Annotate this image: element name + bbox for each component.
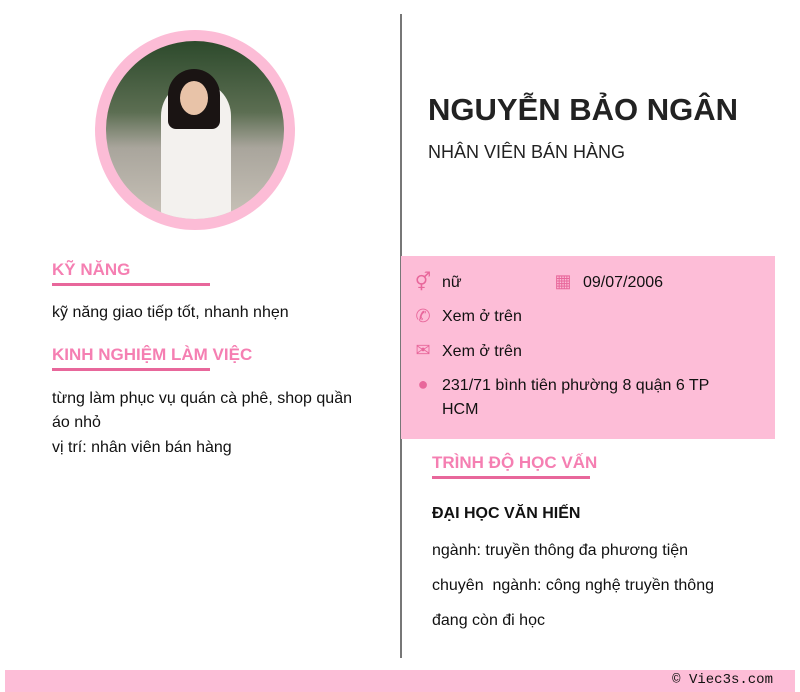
education-underline <box>432 476 590 479</box>
email: Xem ở trên <box>442 343 522 360</box>
footer <box>5 670 795 692</box>
gender: nữ <box>442 274 462 291</box>
contact-panel <box>401 256 775 439</box>
address: 231/71 bình tiên phường 8 quận 6 TP HCM <box>442 377 710 418</box>
location-icon: ● <box>417 374 429 394</box>
birthday: 09/07/2006 <box>583 274 664 291</box>
experience-line2: vị trí: nhân viên bán hàng <box>52 439 232 456</box>
gender-icon: ⚥ <box>414 272 432 292</box>
experience-title: KINH NGHIỆM LÀM VIỆC <box>52 345 253 364</box>
skills-underline <box>52 283 210 286</box>
experience-underline <box>52 368 210 371</box>
skills-text: kỹ năng giao tiếp tốt, nhanh nhẹn <box>52 304 289 321</box>
avatar <box>95 30 295 230</box>
phone-icon: ✆ <box>415 306 431 326</box>
position-title: NHÂN VIÊN BÁN HÀNG <box>428 142 626 162</box>
email-icon: ✉ <box>415 340 431 360</box>
study-status: đang còn đi học <box>432 612 545 629</box>
major: ngành: truyền thông đa phương tiện <box>432 542 689 559</box>
specialty: chuyên ngành: công nghệ truyền thông <box>432 577 714 594</box>
footer-credit: © Viec3s.com <box>672 672 773 688</box>
experience-line1: từng làm phục vụ quán cà phê, shop quần áo nhỏ <box>52 390 352 431</box>
calendar-icon: ▦ <box>554 271 572 291</box>
phone: Xem ở trên <box>442 308 522 325</box>
skills-title: KỸ NĂNG <box>52 260 131 279</box>
candidate-name: NGUYỄN BẢO NGÂN <box>428 92 739 127</box>
education-title: TRÌNH ĐỘ HỌC VẤN <box>432 453 598 472</box>
school: ĐẠI HỌC VĂN HIẾN <box>432 505 581 522</box>
